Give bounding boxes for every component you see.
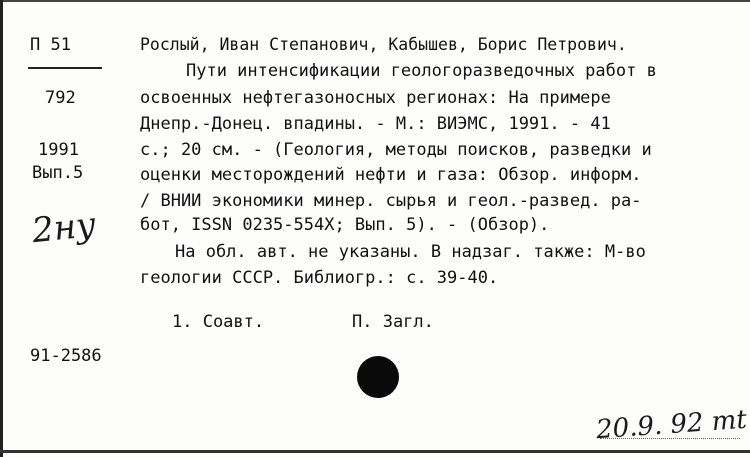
call-number: П 51 bbox=[30, 35, 71, 55]
tracing-coauthor: 1. Соавт. bbox=[172, 312, 265, 332]
call-number-second-line: 792 bbox=[45, 88, 76, 108]
note-line-2: геологии СССР. Библиогр.: с. 39-40. bbox=[140, 268, 499, 288]
note-line-1: На обл. авт. не указаны. В надзаг. также: М-во bbox=[175, 242, 646, 262]
inventory-number: 91-2586 bbox=[30, 346, 102, 366]
call-number-rule bbox=[28, 67, 102, 69]
year: 1991 bbox=[38, 140, 79, 160]
handwritten-note: 2ну bbox=[30, 204, 98, 252]
description-line-6: / ВНИИ экономики минер. сырья и геол.-развед. ра- bbox=[140, 191, 642, 211]
description-line-7: бот, ISSN 0235-554X; Вып. 5). - (Обзор). bbox=[140, 215, 550, 235]
card-bottom-border bbox=[0, 450, 750, 453]
date-underline bbox=[600, 438, 740, 439]
issue-number: Вып.5 bbox=[32, 163, 84, 183]
description-line-5: оценки месторождений нефти и газа: Обзор. информ. bbox=[140, 165, 642, 185]
handwritten-date: 20.9. 92 mt bbox=[595, 404, 748, 446]
description-line-4: с.; 20 см. - (Геология, методы поисков, разведки и bbox=[140, 140, 652, 160]
tracing-title: П. Загл. bbox=[352, 312, 434, 332]
card-top-edge bbox=[0, 0, 750, 2]
description-line-3: Днепр.-Донец. впадины. - М.: ВИЭМС, 1991. - 41 bbox=[140, 114, 611, 134]
card-left-border bbox=[0, 0, 3, 457]
punch-hole bbox=[357, 356, 399, 398]
description-line-1: Пути интенсификации геологоразведочных работ в bbox=[186, 61, 657, 81]
author-heading: Рослый, Иван Степанович, Кабышев, Борис Петрович. bbox=[140, 35, 627, 54]
description-line-2: освоенных нефтегазоносных регионах: На примере bbox=[140, 88, 611, 108]
